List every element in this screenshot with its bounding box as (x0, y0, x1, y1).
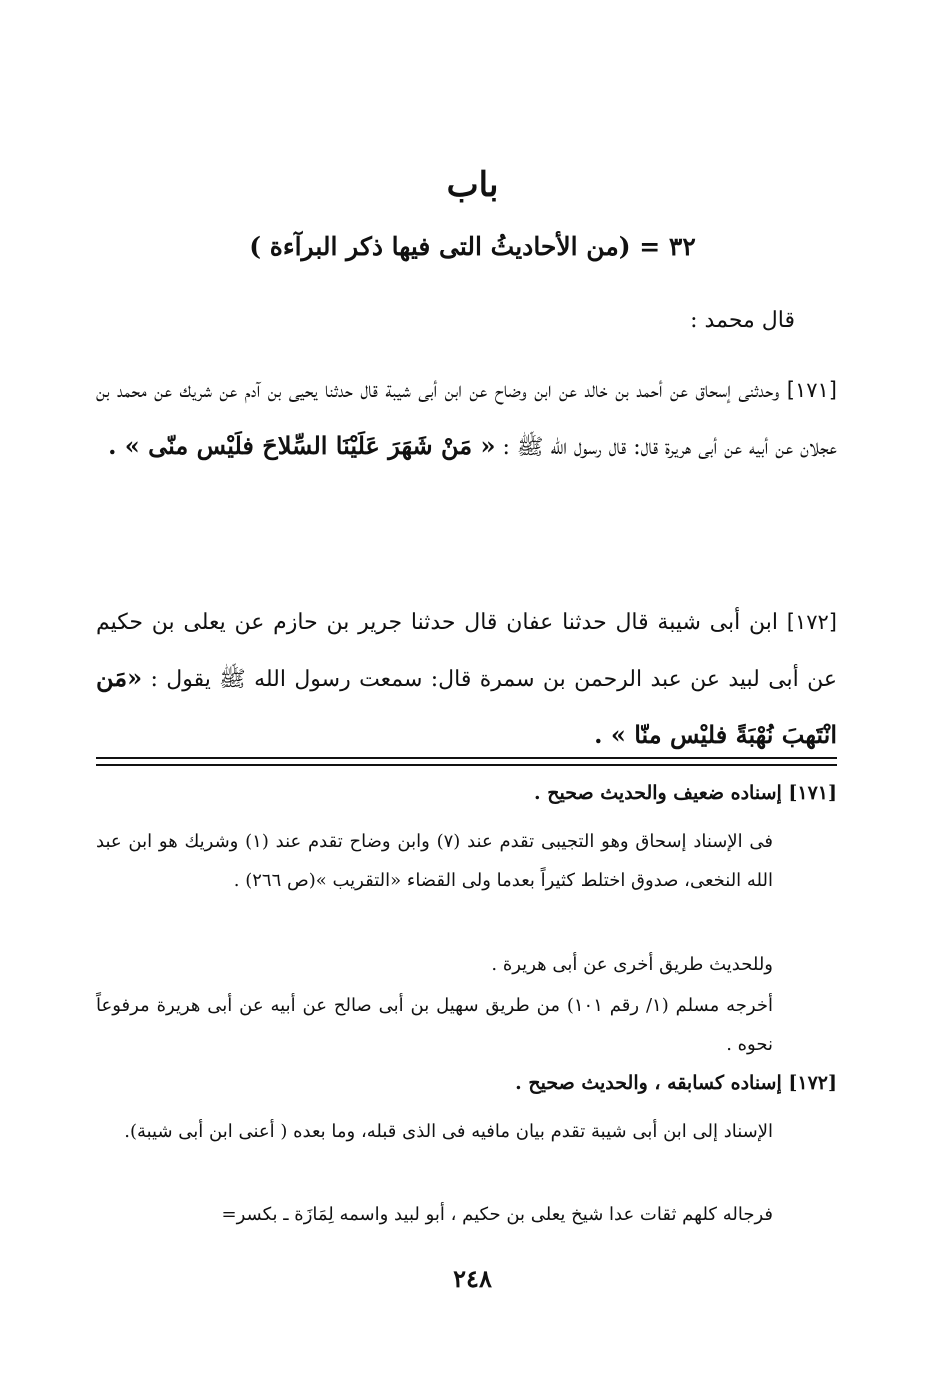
footnote-divider (96, 757, 837, 759)
footnote-171-paragraph: فى الإسناد إسحاق وهو التجيبى تقدم عند (٧) وابن وضاح تقدم عند (١) وشريك هو ابن عبد الله النخعى، صدوق اختلط كثيراً بعدما ولى القضاء «التقريب »(ص ٢٦٦) . (96, 831, 774, 891)
chapter-subtitle: ٣٢ = (من الأحاديثُ التى فيها ذكر البرآءة ) (249, 232, 696, 261)
footnote-171-paragraph: وللحديث طريق أخرى عن أبى هريرة . (491, 954, 773, 975)
footnote-172-paragraph: الإسناد إلى ابن أبى شيبة تقدم بيان مافيه فى الذى قبله، وما بعده ( أعنى ابن أبى شيبة). (124, 1121, 773, 1142)
footnote-171-paragraph: أخرجه مسلم (١/ رقم ١٠١) من طريق سهيل بن أبى صالح عن أبيه عن أبى هريرة مرفوعاً نحوه . (96, 995, 773, 1055)
page-number: ٢٤٨ (453, 1264, 492, 1293)
footnote-divider (96, 764, 837, 766)
hadith-number: [١٧٢] (786, 610, 837, 634)
hadith-172 (96, 595, 837, 764)
chapter-title: باب (446, 165, 499, 205)
intro-line: قال محمد : (690, 308, 795, 333)
footnote-172-paragraph: فرجاله كلهم ثقات عدا شيخ يعلى بن حكيم ، أبو لبيد واسمه لِمَازَة ـ بكسر= (221, 1204, 773, 1225)
hadith-quote: «مَن انْتَهبَ نُهْبَةً فليْس منّا » . (96, 663, 837, 749)
hadith-number: [١٧١] (786, 378, 837, 402)
hadith-text: وحدثنى إسحاق عن أحمد بن خالد عن ابن وضاح عن ابن أبى شيبة قال حدثنا يحيى بن آدم عن شريك عن محمد بن عجلان عن أبيه عن أبى هريرة قال: قال رسول الله ﷺ : (96, 378, 837, 460)
hadith-text: ابن أبى شيبة قال حدثنا عفان قال حدثنا جرير بن حازم عن يعلى بن حكيم عن أبى لبيد عن عبد الرحمن بن سمرة قال: سمعت رسول الله ﷺ يقول : (96, 610, 837, 692)
footnote-171-heading: [١٧١] إسناده ضعيف والحديث صحيح . (534, 782, 837, 804)
footnote-172-heading: [١٧٢] إسناده كسابقه ، والحديث صحيح . (515, 1072, 837, 1094)
hadith-quote: « مَنْ شَهَرَ عَلَيْنَا السِّلاحَ فلَيْس منّى » . (108, 431, 496, 460)
hadith-171 (96, 363, 837, 475)
